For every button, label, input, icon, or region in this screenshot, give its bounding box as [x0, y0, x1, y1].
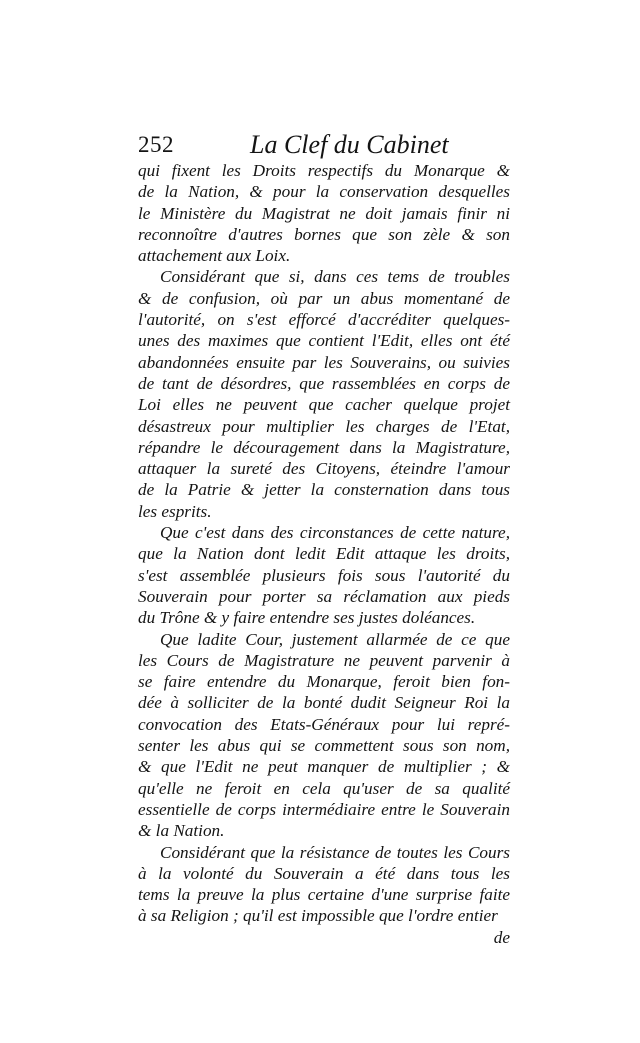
text-line: abandonnées ensuite par les Souverains, ou suivies: [138, 352, 510, 372]
text-line: de tant de désordres, que rassemblées en corps de: [138, 373, 510, 393]
text-line: se faire entendre du Monarque, feroit bien fon-: [138, 672, 510, 692]
text-line: Loi elles ne peuvent que cacher quelque projet: [138, 395, 510, 415]
text-line: répandre le découragement dans la Magistrature,: [138, 437, 510, 457]
text-line: convocation des Etats-Généraux pour lui repré-: [138, 714, 510, 734]
text-line: que la Nation dont ledit Edit attaque les droits,: [138, 544, 510, 564]
paragraph: [138, 160, 510, 266]
paragraph: [138, 842, 510, 927]
text-line: désastreux pour multiplier les charges de l'Etat,: [138, 416, 510, 436]
text-line: Que ladite Cour, justement allarmée de ce que: [160, 629, 510, 649]
text-line: le Ministère du Magistrat ne doit jamais finir ni: [138, 203, 510, 223]
text-line: qui fixent les Droits respectifs du Monarque &: [138, 161, 510, 180]
page-number: 252: [138, 132, 174, 157]
text-line: attachement aux Loix.: [138, 246, 291, 266]
text-line: qu'elle ne feroit en cela qu'user de sa qualité: [138, 778, 510, 798]
text-line: du Trône & y faire entendre ses justes doléances.: [138, 608, 476, 628]
text-line: Que c'est dans des circonstances de cette nature,: [160, 523, 510, 543]
text-line: tems la preuve la plus certaine d'une surprise faite: [138, 885, 510, 905]
text-line: & que l'Edit ne peut manquer de multiplier ; &: [138, 757, 510, 777]
paragraph: [138, 266, 510, 522]
catchword: de: [493, 927, 510, 947]
text-line: attaquer la sureté des Citoyens, éteindre l'amour: [138, 459, 510, 479]
running-head: [138, 130, 510, 160]
running-title: La Clef du Cabinet: [250, 130, 449, 159]
text-line: unes des maximes que contient l'Edit, elles ont été: [138, 331, 510, 351]
paragraph: [138, 522, 510, 628]
text-line: les esprits.: [138, 501, 212, 521]
text-line: à la volonté du Souverain a été dans tous les: [138, 863, 510, 883]
text-line: senter les abus qui se commettent sous son nom,: [138, 736, 510, 756]
text-line: Souverain pour porter sa réclamation aux pieds: [138, 586, 510, 606]
paragraph: [138, 629, 510, 842]
text-line: s'est assemblée plusieurs fois sous l'autorité du: [138, 565, 510, 585]
text-line: à sa Religion ; qu'il est impossible que l'ordre entier: [138, 906, 498, 926]
text-line: Considérant que si, dans ces tems de troubles: [160, 267, 510, 287]
text-line: l'autorité, on s'est efforcé d'accréditer quelques-: [138, 310, 510, 330]
text-line: de la Patrie & jetter la consternation dans tous: [138, 480, 510, 500]
text-line: les Cours de Magistrature ne peuvent parvenir à: [138, 650, 510, 670]
text-line: Considérant que la résistance de toutes les Cours: [160, 842, 510, 862]
text-line: & de confusion, où par un abus momentané de: [138, 288, 510, 308]
text-line: de la Nation, & pour la conservation desquelles: [138, 182, 510, 202]
text-line: dée à solliciter de la bonté dudit Seigneur Roi la: [138, 693, 510, 713]
text-line: reconnoître d'autres bornes que son zèle & son: [138, 224, 510, 244]
body-text: [138, 160, 510, 948]
text-line: & la Nation.: [138, 821, 225, 841]
text-line: essentielle de corps intermédiaire entre le Souverain: [138, 799, 510, 819]
